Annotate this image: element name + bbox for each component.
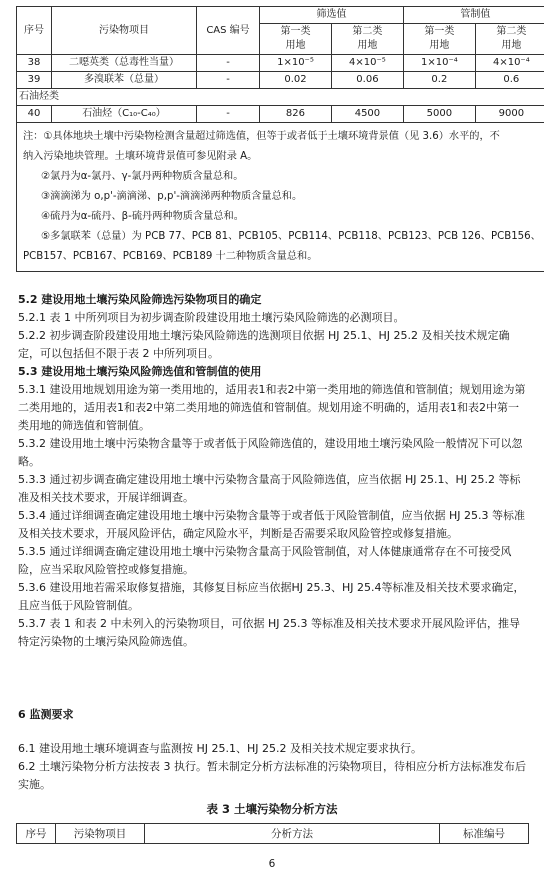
page-number: 6 (268, 858, 276, 870)
paragraph: 5.3.4 通过详细调查确定建设用地土壤中污染物含量等于或者低于风险管制值，应当依据 HJ 25.3 等标准及相关技术要求，开展风险评估，确定风险水平，判断是否需要采取风险管控或修复措施。 (18, 509, 525, 540)
table-row: 38 二噁英类（总毒性当量） - 1×10⁻⁵ 4×10⁻⁵ 1×10⁻⁴ 4×10⁻⁴ (17, 55, 544, 72)
note-line: ③滴滴涕为 o,p'-滴滴涕、p,p'-滴滴涕两种物质含量总和。 (41, 191, 303, 202)
paragraph: 5.3.2 建设用地土壤中污染物含量等于或者低于风险筛选值的，建设用地土壤污染风险一般情况下可以忽略。 (18, 437, 523, 468)
paragraph: 5.2.2 初步调查阶段建设用地土壤污染风险筛选的选测项目依据 HJ 25.1、HJ 25.2 及相关技术规定确定，可以包括但不限于表 2 中所列项目。 (18, 329, 510, 360)
section-6 (18, 706, 528, 794)
note-line: 注：①具体地块土壤中污染物检测含量超过筛选值，但等于或者低于土壤环境背景值（见 3.6）水平的，不 (23, 131, 500, 142)
table-row: 39 多溴联苯（总量） - 0.02 0.06 0.2 0.6 (17, 72, 544, 89)
paragraph: 6.2 土壤污染物分析方法按表 3 执行。暂未制定分析方法标准的污染物项目，待相应分析方法标准发布后实施。 (18, 760, 526, 791)
header-c1: 第一类 用地 (403, 24, 475, 55)
group-label: 石油烃类 (17, 89, 544, 106)
header-screening: 筛选值 (260, 7, 404, 24)
header-c2: 第二类 用地 (475, 24, 544, 55)
pollutant-table-2 (16, 6, 544, 272)
table-notes (17, 123, 544, 272)
note-line: ②氯丹为α-氯丹、γ-氯丹两种物质含量总和。 (41, 171, 244, 182)
table-group-row (17, 89, 544, 106)
header-control: 管制值 (403, 7, 544, 24)
section-heading: 5.3 建设用地土壤污染风险筛选值和管制值的使用 (18, 365, 262, 378)
paragraph: 5.3.5 通过详细调查确定建设用地土壤中污染物含量高于风险管制值，对人体健康通常存在不可接受风险，应当采取风险管控或修复措施。 (18, 545, 512, 576)
header-method: 分析方法 (145, 824, 440, 844)
header-s1: 第一类 用地 (260, 24, 332, 55)
paragraph: 6.1 建设用地土壤环境调查与监测按 HJ 25.1、HJ 25.2 及相关技术规定要求执行。 (18, 742, 422, 755)
header-cas: CAS 编号 (197, 7, 260, 55)
note-line: ⑤多氯联苯（总量）为 PCB 77、PCB 81、PCB105、PCB114、PCB118、PCB123、PCB 126、PCB156、 (41, 231, 541, 242)
body-text (18, 291, 528, 651)
analysis-method-table (16, 823, 529, 844)
header-seq: 序号 (17, 7, 52, 55)
table-row: 40 石油烃（C₁₀-C₄₀） - 826 4500 5000 9000 (17, 106, 544, 123)
paragraph: 5.2.1 表 1 中所列项目为初步调查阶段建设用地土壤污染风险筛选的必测项目。 (18, 311, 405, 324)
note-line: PCB157、PCB167、PCB169、PCB189 十二种物质含量总和。 (23, 251, 318, 262)
header-standard: 标准编号 (440, 824, 529, 844)
section-heading: 5.2 建设用地土壤污染风险筛选污染物项目的确定 (18, 293, 262, 306)
note-line: ④硫丹为α-硫丹、β-硫丹两种物质含量总和。 (41, 211, 244, 222)
paragraph: 5.3.6 建设用地若需采取修复措施，其修复目标应当依据HJ 25.3、HJ 25.4等标准及相关技术要求确定，且应当低于风险管制值。 (18, 581, 525, 612)
table3-caption: 表 3 土壤污染物分析方法 (206, 802, 338, 816)
header-seq: 序号 (17, 824, 56, 844)
section-heading: 6 监测要求 (18, 708, 74, 721)
header-item: 污染物项目 (56, 824, 145, 844)
header-s2: 第二类 用地 (331, 24, 403, 55)
paragraph: 5.3.7 表 1 和表 2 中未列入的污染物项目，可依据 HJ 25.3 等标准及相关技术要求开展风险评估，推导特定污染物的土壤污染风险筛选值。 (18, 617, 520, 648)
paragraph: 5.3.1 建设用地规划用途为第一类用地的，适用表1和表2中第一类用地的筛选值和管制值；规划用途为第二类用地的，适用表1和表2中第二类用地的筛选值和管制值。规划用途不明确的，适用表1和表2中第一类用地的筛选值和管制值。 (18, 383, 526, 432)
header-item: 污染物项目 (52, 7, 197, 55)
note-line: 纳入污染地块管理。土壤环境背景值可参见附录 A。 (23, 151, 258, 162)
paragraph: 5.3.3 通过初步调查确定建设用地土壤中污染物含量高于风险筛选值，应当依据 HJ 25.1、HJ 25.2 等标准及相关技术要求，开展详细调查。 (18, 473, 521, 504)
